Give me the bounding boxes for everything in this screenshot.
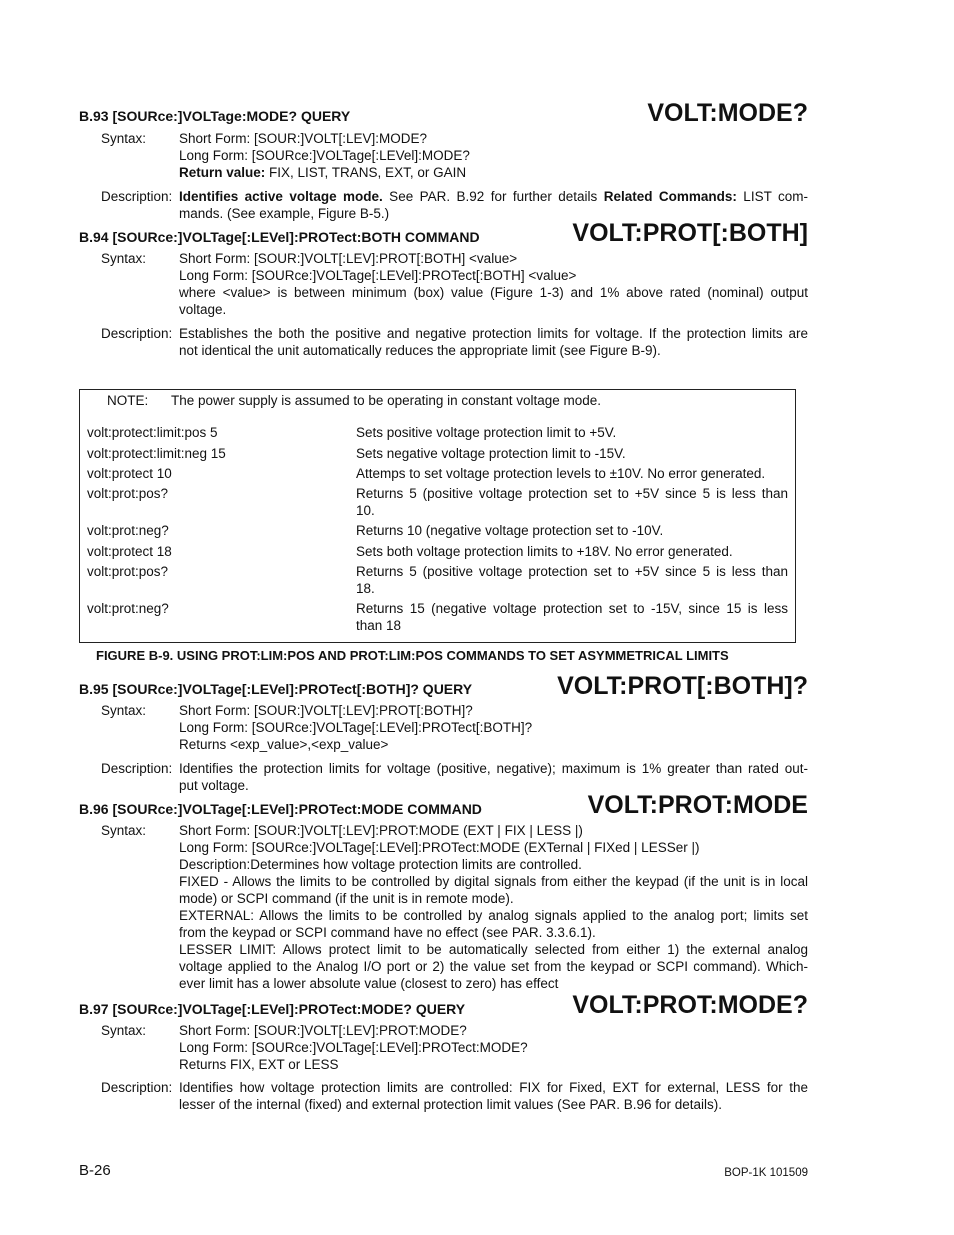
figure-row-desc [356, 563, 788, 597]
b96-line: EXTERNAL: Allows the limits to be controlled by analog signals applied to the analog port; limits set [179, 908, 808, 923]
section-b96-heading: B.96 [SOURce:]VOLTage[:LEVel]:PROTect:MODE COMMAND [79, 801, 482, 817]
section-b94-command-title: VOLT:PROT[:BOTH] [572, 219, 808, 247]
b97-returns: Returns FIX, EXT or LESS [179, 1057, 339, 1072]
b95-syntax-block [179, 702, 808, 753]
b93-desc-bold2: Related Commands: [603, 189, 737, 204]
b97-desc-line1: Identifies how voltage protection limits are controlled: FIX for Fixed, EXT for external, LESS for the [179, 1080, 808, 1095]
figure-row-cmd: volt:prot:neg? [87, 601, 169, 616]
figure-row-desc-line: Returns 15 (negative voltage protection set to -15V, since 15 is less [356, 601, 788, 616]
section-b93-heading: B.93 [SOURce:]VOLTage:MODE? QUERY [79, 108, 351, 124]
figure-note-label: NOTE: [107, 393, 149, 408]
b96-line: ever limit has a lower absolute value (closest to zero) has effect [179, 976, 559, 991]
b93-syntax-label: Syntax: [101, 131, 147, 146]
figure-row-desc-line: Attemps to set voltage protection levels to ±10V. No error generated. [356, 466, 766, 481]
figure-row-desc [356, 522, 788, 539]
b95-short-form: Short Form: [SOUR:]VOLT[:LEV]:PROT[:BOTH]? [179, 703, 473, 718]
b96-line: from the keypad or SCPI command have no effect (see PAR. 3.3.6.1). [179, 925, 596, 940]
b97-short-form: Short Form: [SOUR:]VOLT[:LEV]:PROT:MODE? [179, 1023, 467, 1038]
figure-note-text: The power supply is assumed to be operating in constant voltage mode. [171, 393, 602, 408]
b93-short-form: Short Form: [SOUR:]VOLT[:LEV]:MODE? [179, 131, 428, 146]
b93-desc-line2: mands. (See example, Figure B-5.) [179, 206, 390, 221]
b94-where-line2: voltage. [179, 302, 227, 317]
b94-desc-line2: not identical the unit automatically reduces the appropriate limit (see Figure B-9). [179, 343, 661, 358]
figure-row-cmd: volt:protect 10 [87, 466, 172, 481]
b97-desc-label: Description: [101, 1080, 173, 1095]
section-b96-command-title: VOLT:PROT:MODE [587, 791, 808, 819]
figure-row-desc [356, 485, 788, 519]
b96-line: FIXED - Allows the limits to be controlled by digital signals from either the keypad (if the unit is in local [179, 874, 808, 889]
b93-description [179, 188, 808, 222]
b94-short-form: Short Form: [SOUR:]VOLT[:LEV]:PROT[:BOTH] <value> [179, 251, 518, 266]
section-b97-command-title: VOLT:PROT:MODE? [572, 991, 808, 1019]
section-b97-heading: B.97 [SOURce:]VOLTage[:LEVel]:PROTect:MODE? QUERY [79, 1001, 466, 1017]
b93-long-form: Long Form: [SOURce:]VOLTage[:LEVel]:MODE? [179, 148, 470, 163]
section-b95-heading: B.95 [SOURce:]VOLTage[:LEVel]:PROTect[:BOTH]? QUERY [79, 681, 473, 697]
figure-row-cmd: volt:prot:pos? [87, 564, 169, 579]
b96-line: Short Form: [SOUR:]VOLT[:LEV]:PROT:MODE (EXT | FIX | LESS |) [179, 823, 583, 838]
b94-syntax-block [179, 250, 808, 318]
b94-syntax-label: Syntax: [101, 251, 147, 266]
b93-return-value [179, 164, 808, 181]
figure-row-cmd: volt:protect:limit:pos 5 [87, 425, 218, 440]
b96-line: mode) or SCPI command (if the unit is in remote mode). [179, 891, 514, 906]
figure-row-desc [356, 465, 788, 482]
b96-syntax-label: Syntax: [101, 823, 147, 838]
figure-row-desc [356, 424, 788, 441]
b95-long-form: Long Form: [SOURce:]VOLTage[:LEVel]:PROTect[:BOTH]? [179, 720, 533, 735]
b95-syntax-label: Syntax: [101, 703, 147, 718]
b94-long-form: Long Form: [SOURce:]VOLTage[:LEVel]:PROTect[:BOTH] <value> [179, 268, 577, 283]
b97-desc-line2: lesser of the internal (fixed) and external protection limit values (See PAR. B.96 for details). [179, 1097, 723, 1112]
b96-line: Description:Determines how voltage protection limits are controlled. [179, 857, 582, 872]
b93-desc-line1 [179, 188, 808, 205]
figure-row-cmd: volt:prot:neg? [87, 523, 169, 538]
b95-description [179, 760, 808, 794]
b93-syntax-block [179, 130, 808, 181]
figure-b9-caption: FIGURE B-9. USING PROT:LIM:POS AND PROT:LIM:POS COMMANDS TO SET ASYMMETRICAL LIMITS [96, 648, 729, 663]
figure-row-desc-line: 18. [356, 581, 375, 596]
figure-row-desc [356, 445, 788, 462]
figure-row-desc-line: Sets both voltage protection limits to +18V. No error generated. [356, 544, 733, 559]
figure-row-cmd: volt:prot:pos? [87, 486, 169, 501]
b97-description [179, 1079, 808, 1113]
figure-b9-box [79, 389, 796, 643]
b93-desc-mid: See PAR. B.92 for further details [382, 189, 604, 204]
b94-description [179, 325, 808, 359]
document-id: BOP-1K 101509 [724, 1167, 808, 1179]
figure-row-desc-line: than 18 [356, 618, 402, 633]
b97-syntax-block [179, 1022, 808, 1073]
b96-line: LESSER LIMIT: Allows protect limit to be automatically selected from either 1) the external analog [179, 942, 808, 957]
b94-desc-line1: Establishes the both the positive and negative protection limits for voltage. If the protection limits are [179, 326, 808, 341]
b93-return-text: FIX, LIST, TRANS, EXT, or GAIN [265, 165, 467, 180]
section-b95-command-title: VOLT:PROT[:BOTH]? [557, 672, 808, 700]
b96-line: Long Form: [SOURce:]VOLTage[:LEVel]:PROTect:MODE (EXTernal | FIXed | LESSer |) [179, 840, 700, 855]
b95-desc-label: Description: [101, 761, 173, 776]
figure-row-desc-line: Returns 10 (negative voltage protection set to -10V. [356, 523, 664, 538]
b94-desc-label: Description: [101, 326, 173, 341]
figure-row-desc-line: Sets positive voltage protection limit to +5V. [356, 425, 617, 440]
figure-row-desc-line: 10. [356, 503, 375, 518]
b95-returns: Returns <exp_value>,<exp_value> [179, 737, 389, 752]
figure-row-desc-line: Returns 5 (positive voltage protection set to +5V since 5 is less than [356, 564, 788, 579]
b97-long-form: Long Form: [SOURce:]VOLTage[:LEVel]:PROTect:MODE? [179, 1040, 528, 1055]
b97-syntax-label: Syntax: [101, 1023, 147, 1038]
figure-row-desc [356, 543, 788, 560]
figure-row-cmd: volt:protect 18 [87, 544, 172, 559]
b96-syntax-block [179, 822, 808, 992]
b96-line: voltage applied to the Analog I/O port or 2) the value set from the keypad or SCPI command). Which- [179, 959, 808, 974]
figure-row-cmd: volt:protect:limit:neg 15 [87, 446, 226, 461]
figure-row-desc-line: Returns 5 (positive voltage protection set to +5V since 5 is less than [356, 486, 788, 501]
figure-row-desc-line: Sets negative voltage protection limit to -15V. [356, 446, 626, 461]
section-b94-heading: B.94 [SOURce:]VOLTage[:LEVel]:PROTect:BOTH COMMAND [79, 229, 480, 245]
section-b93-command-title: VOLT:MODE? [647, 99, 808, 127]
figure-row-desc [356, 600, 788, 634]
b93-desc-end: LIST com- [736, 189, 808, 204]
b95-desc-line1: Identifies the protection limits for voltage (positive, negative); maximum is 1% greater than rated out- [179, 761, 808, 776]
b93-desc-bold1: Identifies active voltage mode. [179, 189, 383, 204]
b93-return-label: Return value: [179, 165, 266, 180]
page-number: B-26 [79, 1162, 111, 1179]
b94-where-line1: where <value> is between minimum (box) value (Figure 1-3) and 1% above rated (nominal) output [179, 285, 808, 300]
b93-desc-label: Description: [101, 189, 173, 204]
b95-desc-line2: put voltage. [179, 778, 249, 793]
